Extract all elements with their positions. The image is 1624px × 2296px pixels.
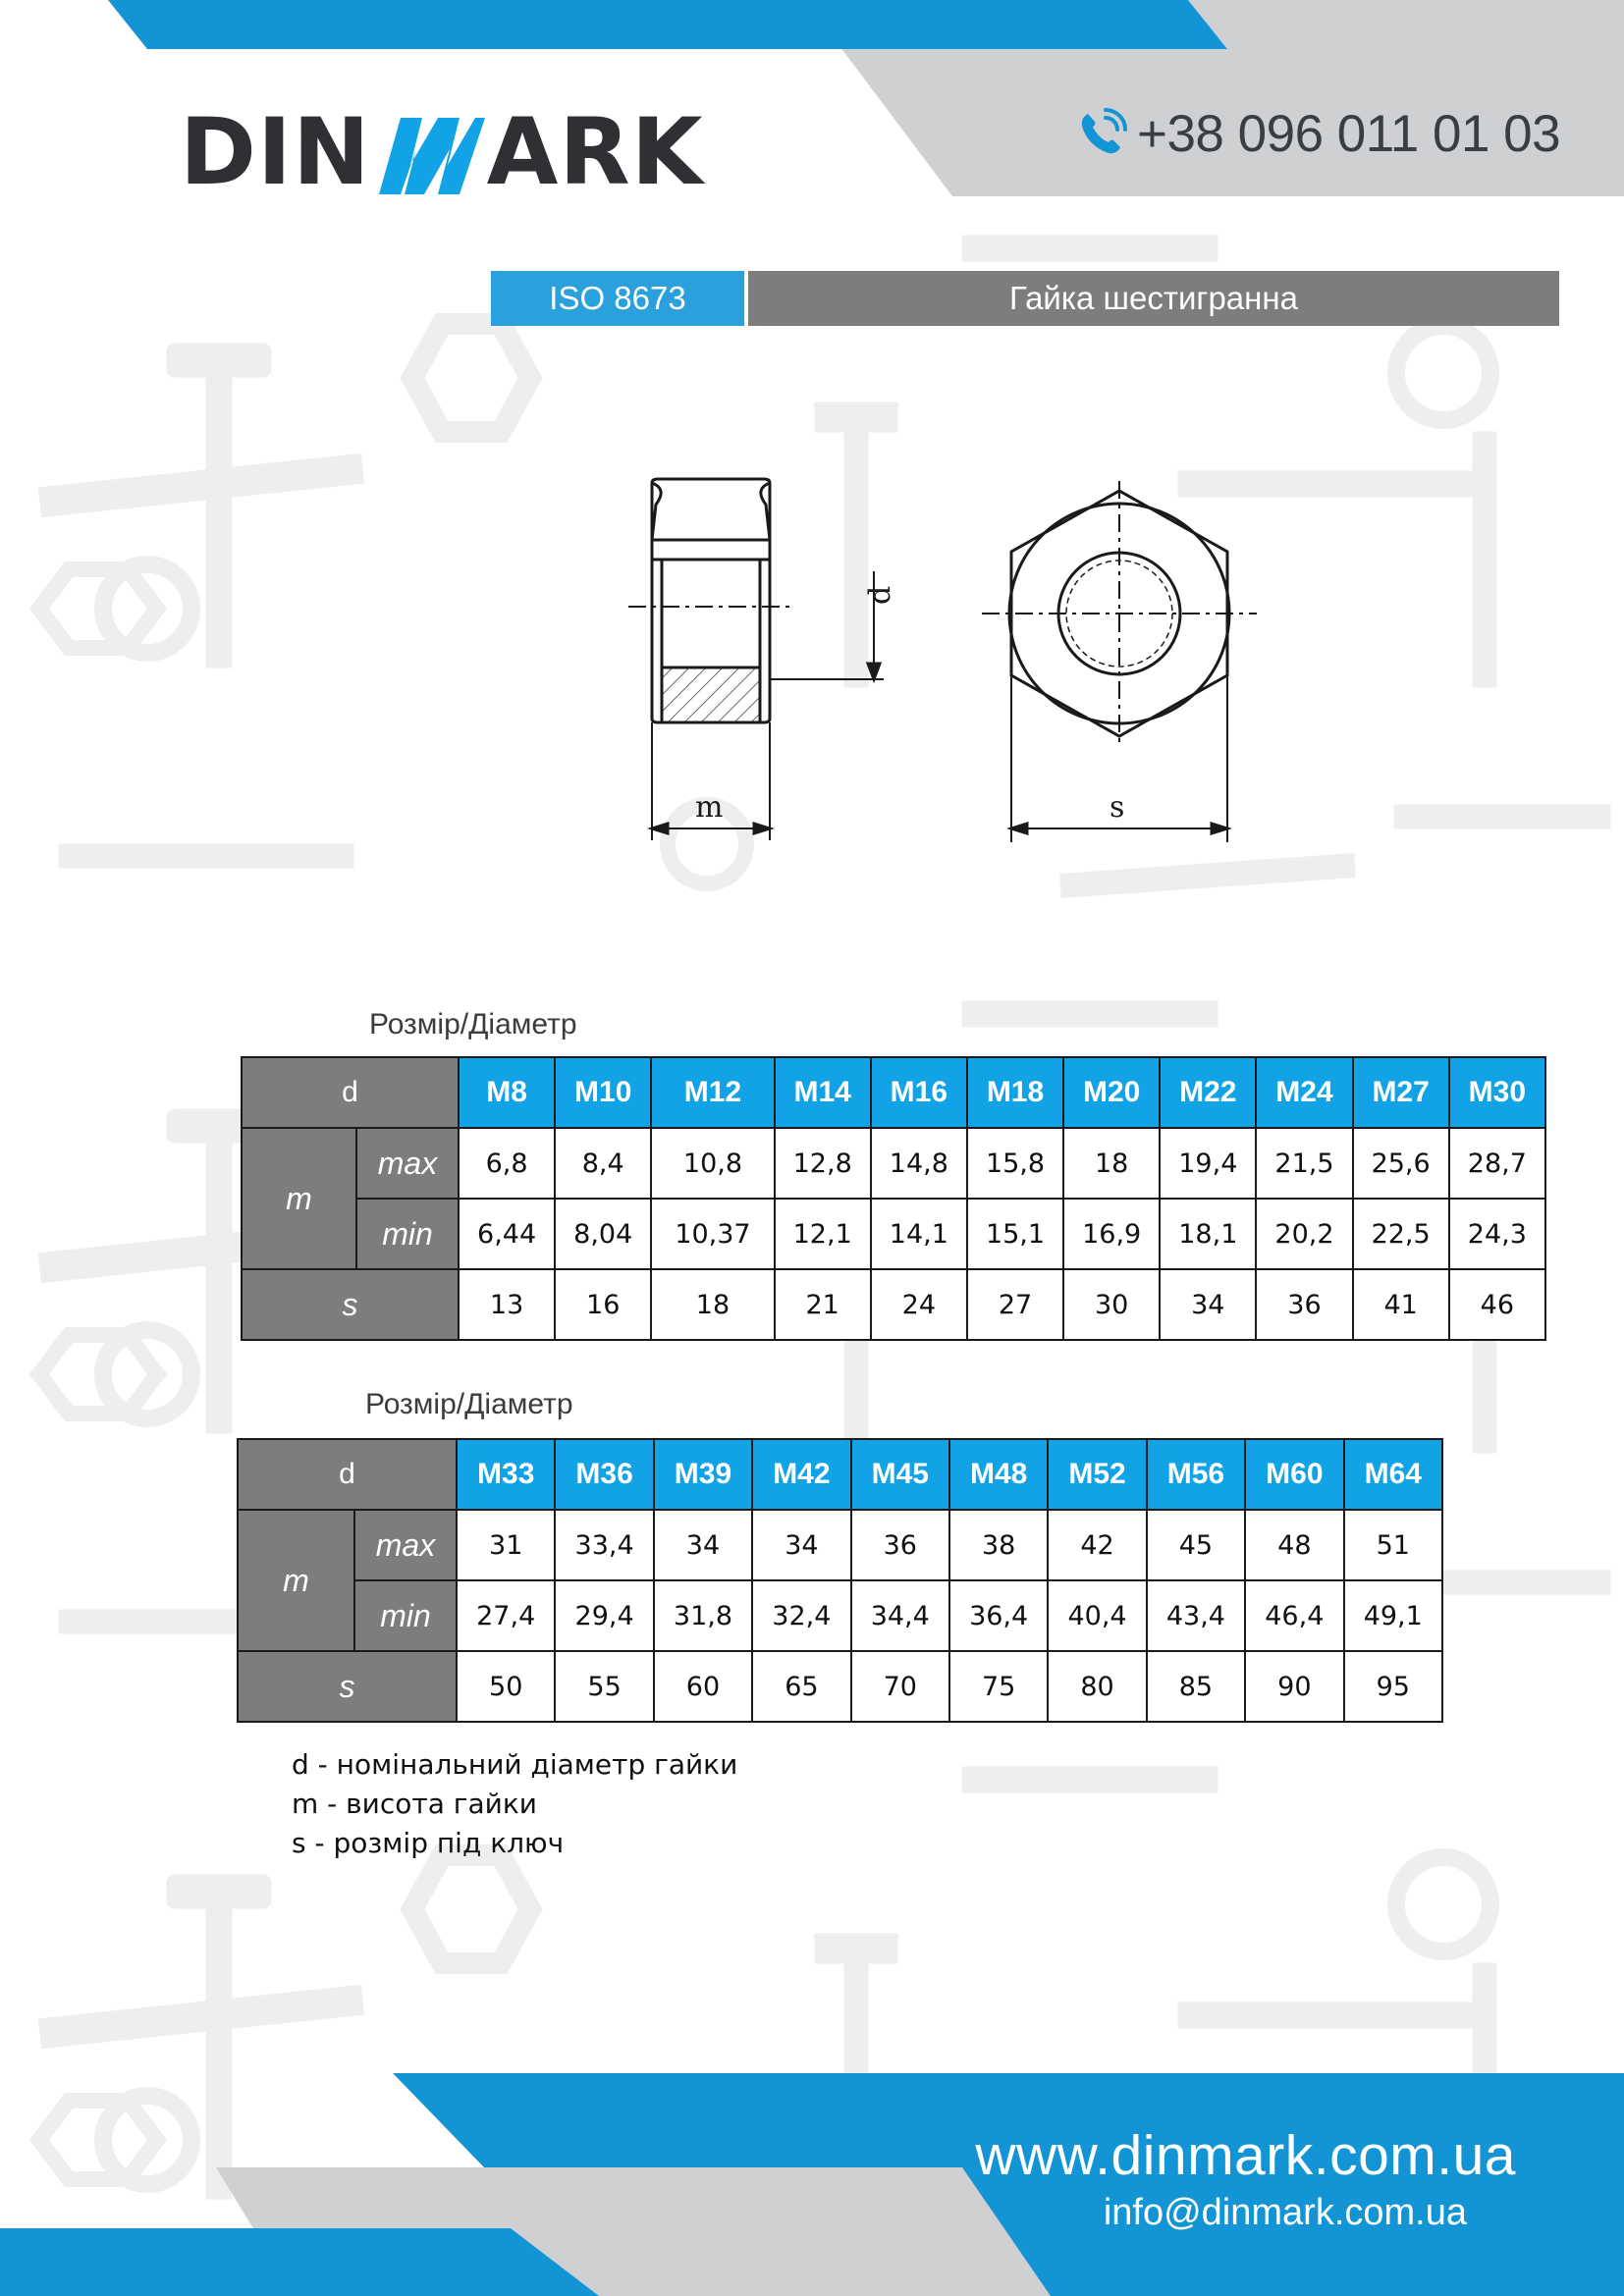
m-min-cell: 34,4 xyxy=(851,1580,949,1651)
size-cell: M12 xyxy=(651,1057,774,1128)
header-min: min xyxy=(356,1199,459,1269)
s-cell: 18 xyxy=(651,1269,774,1340)
s-cell: 55 xyxy=(555,1651,653,1722)
header-s: s xyxy=(242,1269,459,1340)
size-cell: M33 xyxy=(457,1439,555,1510)
m-min-cell: 36,4 xyxy=(949,1580,1048,1651)
row-d xyxy=(238,1439,1442,1510)
size-cell: M36 xyxy=(555,1439,653,1510)
size-cell: M64 xyxy=(1344,1439,1442,1510)
header-d: d xyxy=(242,1057,459,1128)
nut-technical-drawing xyxy=(628,461,1316,903)
s-cell: 13 xyxy=(459,1269,555,1340)
s-cell: 21 xyxy=(775,1269,871,1340)
size-cell: M48 xyxy=(949,1439,1048,1510)
m-max-cell: 34 xyxy=(752,1510,850,1580)
m-max-cell: 51 xyxy=(1344,1510,1442,1580)
m-max-cell: 36 xyxy=(851,1510,949,1580)
dimensions-table-2 xyxy=(237,1438,1443,1723)
m-max-cell: 33,4 xyxy=(555,1510,653,1580)
m-min-cell: 10,37 xyxy=(651,1199,774,1269)
size-cell: M30 xyxy=(1449,1057,1545,1128)
size-cell: M14 xyxy=(775,1057,871,1128)
row-s xyxy=(238,1651,1442,1722)
m-min-cell: 46,4 xyxy=(1245,1580,1343,1651)
m-min-cell: 24,3 xyxy=(1449,1199,1545,1269)
size-cell: M56 xyxy=(1147,1439,1245,1510)
row-m-max xyxy=(238,1510,1442,1580)
m-max-cell: 18 xyxy=(1063,1128,1160,1199)
row-s xyxy=(242,1269,1545,1340)
m-min-cell: 49,1 xyxy=(1344,1580,1442,1651)
header-d: d xyxy=(238,1439,457,1510)
m-max-cell: 15,8 xyxy=(967,1128,1063,1199)
header-m: m xyxy=(238,1510,354,1651)
m-max-cell: 21,5 xyxy=(1256,1128,1352,1199)
s-cell: 70 xyxy=(851,1651,949,1722)
phone-number: +38 096 011 01 03 xyxy=(1137,104,1561,163)
row-d xyxy=(242,1057,1545,1128)
header-m: m xyxy=(242,1128,356,1269)
size-cell: M24 xyxy=(1256,1057,1352,1128)
m-min-cell: 14,1 xyxy=(871,1199,967,1269)
phone-icon xyxy=(1076,108,1127,159)
m-max-cell: 28,7 xyxy=(1449,1128,1545,1199)
m-max-cell: 25,6 xyxy=(1353,1128,1449,1199)
size-cell: M39 xyxy=(654,1439,752,1510)
s-cell: 90 xyxy=(1245,1651,1343,1722)
size-cell: M45 xyxy=(851,1439,949,1510)
m-max-cell: 45 xyxy=(1147,1510,1245,1580)
logo-text-left: DIN xyxy=(180,99,371,206)
m-min-cell: 8,04 xyxy=(555,1199,651,1269)
s-cell: 75 xyxy=(949,1651,1048,1722)
m-max-cell: 34 xyxy=(654,1510,752,1580)
email-link[interactable]: info@dinmark.com.ua xyxy=(1103,2192,1467,2233)
legend xyxy=(292,1745,737,1863)
m-min-cell: 15,1 xyxy=(967,1199,1063,1269)
s-cell: 85 xyxy=(1147,1651,1245,1722)
m-max-cell: 6,8 xyxy=(459,1128,555,1199)
label-d: d xyxy=(863,585,897,605)
s-cell: 41 xyxy=(1353,1269,1449,1340)
front-view xyxy=(982,481,1257,842)
size-cell: M10 xyxy=(555,1057,651,1128)
row-m-min xyxy=(238,1580,1442,1651)
m-min-cell: 31,8 xyxy=(654,1580,752,1651)
s-cell: 60 xyxy=(654,1651,752,1722)
m-max-cell: 8,4 xyxy=(555,1128,651,1199)
m-min-cell: 22,5 xyxy=(1353,1199,1449,1269)
logo-m-mark xyxy=(371,106,487,199)
table1-caption: Розмір/Діаметр xyxy=(369,1008,577,1041)
table2-caption: Розмір/Діаметр xyxy=(365,1388,573,1420)
legend-item-s: s - розмір під ключ xyxy=(292,1827,565,1859)
website-link[interactable]: www.dinmark.com.ua xyxy=(975,2124,1516,2187)
size-cell: M8 xyxy=(459,1057,555,1128)
label-m: m xyxy=(695,790,724,825)
label-s: s xyxy=(1110,790,1125,825)
legend-item-d: d - номінальний діаметр гайки xyxy=(292,1748,738,1781)
size-cell: M18 xyxy=(967,1057,1063,1128)
size-cell: M16 xyxy=(871,1057,967,1128)
header-s: s xyxy=(238,1651,457,1722)
row-m-max xyxy=(242,1128,1545,1199)
s-cell: 50 xyxy=(457,1651,555,1722)
m-max-cell: 10,8 xyxy=(651,1128,774,1199)
m-min-cell: 20,2 xyxy=(1256,1199,1352,1269)
m-max-cell: 12,8 xyxy=(775,1128,871,1199)
s-cell: 36 xyxy=(1256,1269,1352,1340)
legend-item-m: m - висота гайки xyxy=(292,1788,537,1820)
size-cell: M22 xyxy=(1160,1057,1256,1128)
m-max-cell: 42 xyxy=(1048,1510,1146,1580)
s-cell: 30 xyxy=(1063,1269,1160,1340)
m-max-cell: 38 xyxy=(949,1510,1048,1580)
size-cell: M52 xyxy=(1048,1439,1146,1510)
m-min-cell: 6,44 xyxy=(459,1199,555,1269)
m-min-cell: 18,1 xyxy=(1160,1199,1256,1269)
m-min-cell: 16,9 xyxy=(1063,1199,1160,1269)
logo-text-right: ARK xyxy=(486,99,704,206)
row-m-min xyxy=(242,1199,1545,1269)
standard-badge: ISO 8673 xyxy=(491,271,744,326)
s-cell: 27 xyxy=(967,1269,1063,1340)
size-cell: M27 xyxy=(1353,1057,1449,1128)
m-min-cell: 40,4 xyxy=(1048,1580,1146,1651)
s-cell: 16 xyxy=(555,1269,651,1340)
product-name: Гайка шестигранна xyxy=(748,271,1559,326)
m-min-cell: 43,4 xyxy=(1147,1580,1245,1651)
header-max: max xyxy=(356,1128,459,1199)
phone-contact[interactable] xyxy=(1076,102,1560,165)
side-view xyxy=(628,479,884,840)
s-cell: 34 xyxy=(1160,1269,1256,1340)
header-min: min xyxy=(354,1580,457,1651)
brand-logo xyxy=(180,99,704,206)
size-cell: M60 xyxy=(1245,1439,1343,1510)
m-min-cell: 12,1 xyxy=(775,1199,871,1269)
s-cell: 24 xyxy=(871,1269,967,1340)
size-cell: M42 xyxy=(752,1439,850,1510)
size-cell: M20 xyxy=(1063,1057,1160,1128)
s-cell: 46 xyxy=(1449,1269,1545,1340)
m-max-cell: 19,4 xyxy=(1160,1128,1256,1199)
s-cell: 80 xyxy=(1048,1651,1146,1722)
s-cell: 65 xyxy=(752,1651,850,1722)
m-min-cell: 27,4 xyxy=(457,1580,555,1651)
m-min-cell: 29,4 xyxy=(555,1580,653,1651)
header-max: max xyxy=(354,1510,457,1580)
m-max-cell: 31 xyxy=(457,1510,555,1580)
dimensions-table-1 xyxy=(241,1056,1546,1341)
s-cell: 95 xyxy=(1344,1651,1442,1722)
m-min-cell: 32,4 xyxy=(752,1580,850,1651)
m-max-cell: 48 xyxy=(1245,1510,1343,1580)
m-max-cell: 14,8 xyxy=(871,1128,967,1199)
